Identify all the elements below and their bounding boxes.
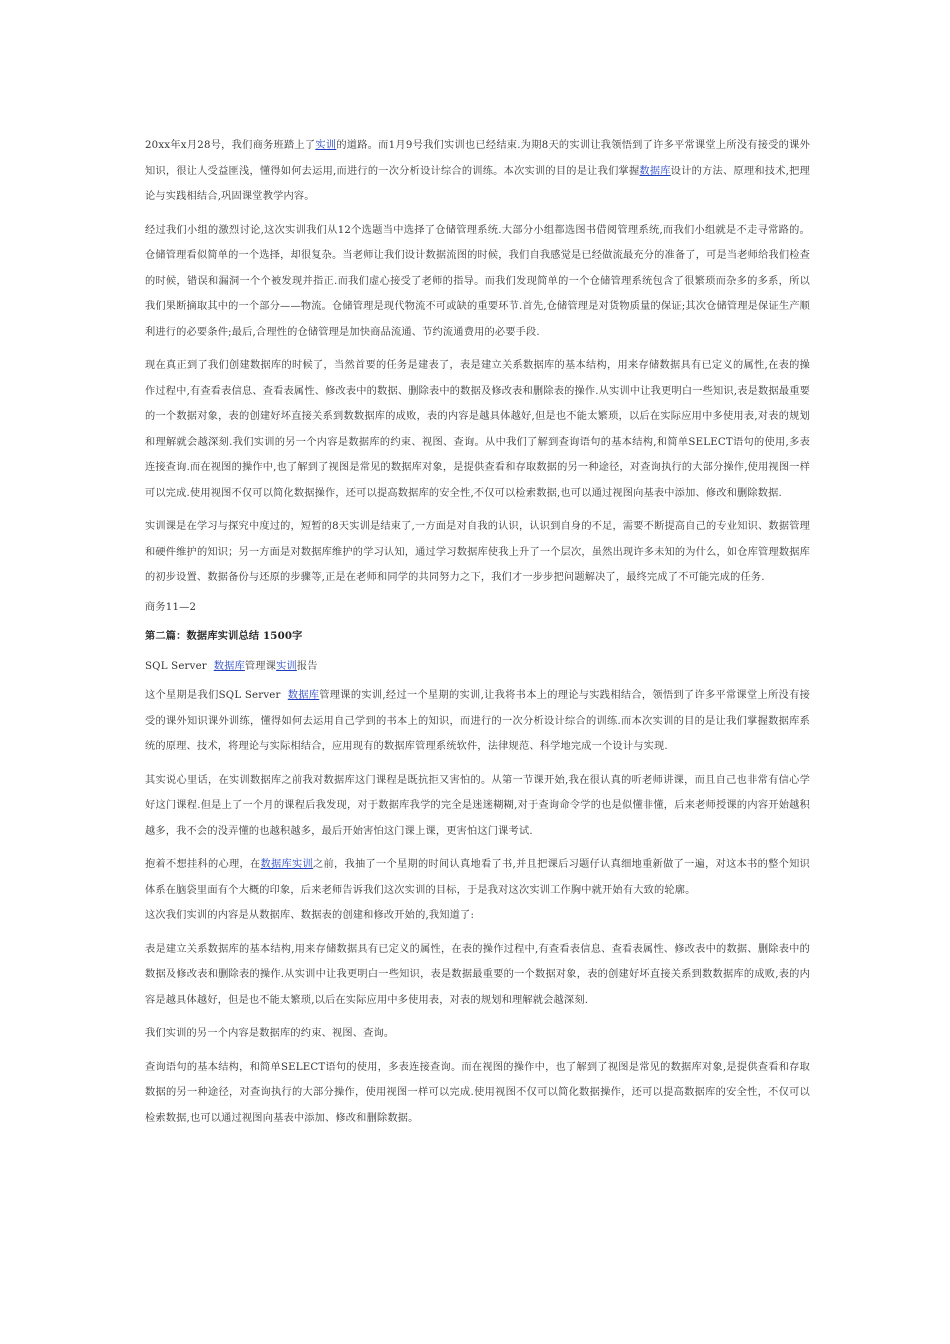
paragraph-other-content: 我们实训的另一个内容是数据库的约束、视图、查询。 — [145, 1028, 395, 1039]
text: 设计的方法、原理和技术,把理论与实践相结合,巩固课堂教学内容。 — [145, 165, 810, 202]
text: 20xx年x月28号，我们商务班踏上了 — [145, 140, 316, 151]
class-label: 商务11—2 — [145, 601, 197, 613]
text: 之前，我抽了一个星期的时间认真地看了书,并且把课后习题仔认真细地重新做了一遍，对这本书的整个知识体系在脑袋里面有个大概的印象，后来老师告诉我们这次实训的目标，于是我对这次实训工作胸中就开始有大致的轮廓。 — [145, 859, 811, 896]
link-shujuku[interactable]: 数据库 — [287, 690, 320, 701]
link-shixun[interactable]: 实训 — [315, 140, 337, 151]
paragraph-intro — [145, 133, 810, 210]
paragraph-content-start: 这次我们实训的内容是从数据库、数据表的创建和修改开始的,我知道了: — [145, 910, 475, 921]
text: SQL Server — [145, 660, 214, 672]
paragraph-preparation — [145, 852, 810, 903]
link-shixun[interactable]: 实训 — [276, 660, 297, 672]
link-shujuku[interactable]: 数据库 — [213, 660, 245, 672]
paragraph-honest-feelings: 其实说心里话，在实训数据库之前我对数据库这门课程是既抗拒又害怕的。从第一节课开始,我在很认真的听老师讲课，而且自己也非常有信心学好这门课程.但是上了一个月的课程后我发现，对于数据库我学的完全是迷迷糊糊,对于查询命令学的也是似懂非懂，后来老师授课的内容开始越积越多，我不会的没弄懂的也越积越多，最后开始害怕这门课上课，更害怕这门课考试. — [145, 774, 810, 837]
link-shujuku[interactable]: 数据库 — [639, 165, 671, 177]
link-shujuku-shixun[interactable]: 数据库实训 — [260, 859, 314, 870]
paragraph-tables: 表是建立关系数据库的基本结构,用来存储数据具有已定义的属性，在表的操作过程中,有查看表信息、查看表属性、修改表中的数据、删除表中的数据及修改表和删除表的操作.从实训中让我更明白一些知识，表是数据最重要的一个数据对象，表的创建好坏直接关系到数数据库的成败,表的内容是越具体越好，但是也不能太繁琐,以后在实际应用中多使用表，对表的规划和理解就会越深刻. — [145, 943, 810, 1006]
text: 报告 — [296, 660, 318, 672]
document-body — [145, 133, 810, 1131]
text: 的道路。而1月9号我们实训也已经结束.为期8天的实训让我领悟到了许多平常课堂上所没有接受的课外知识，很让人受益匪浅，懂得如何去运用,而进行的一次分析设计综合的训练。本次实训的目的是让我们掌握 — [145, 140, 810, 177]
paragraph-database-creation: 现在真正到了我们创建数据库的时候了，当然首要的任务是建表了，表是建立关系数据库的基本结构，用来存储数据具有已定义的属性,在表的操作过程中,有查看表信息、查看表属性、修改表中的数据、删除表中的数据及修改表和删除表的操作.从实训中让我更明白一些知识,表是数据最重要的一个数据对象，表的创建好坏直接关系到数数据库的成败，表的内容是越具体越好,但是也不能太繁琐，以后在实际应用中多使用表,对表的规划和理解就会越深刻.我们实训的另一个内容是数据库的约束、视图、查询。从中我们了解到查询语句的基本结构,和简单SELECT语句的使用,多表连接查询.而在视图的操作中,也了解到了视图是常见的数据库对象，是提供查看和存取数据的另一种途径，对查询执行的大部分操作,使用视图一样可以完成.使用视图不仅可以简化数据操作，还可以提高数据库的安全性,不仅可以检索数据,也可以通过视图向基表中添加、修改和删除数据. — [145, 360, 810, 499]
text: 这个星期是我们SQL Server — [145, 690, 288, 701]
text: 管理课的实训,经过一个星期的实训,让我将书本上的理论与实践相结合，领悟到了许多平常课堂上所没有接受的课外知识课外训练，懂得如何去运用自己学到的书本上的知识，而进行的一次分析设计综合的训练.而本次实训的目的是让我们掌握数据库系统的原理、技术，将理论与实际相结合，应用现有的数据库管理系统软件，法律规范、科学地完成一个设计与实现. — [145, 690, 810, 752]
paragraph-queries-views: 查询语句的基本结构，和简单SELECT语句的使用，多表连接查询。而在视图的操作中，也了解到了视图是常见的数据库对象,是提供查看和存取数据的另一种途径，对查询执行的大部分操作，使用视图一样可以完成.使用视图不仅可以简化数据操作，还可以提高数据库的安全性，不仅可以检索数据,也可以通过视图向基表中添加、修改和删除数据。 — [145, 1061, 810, 1124]
paragraph-week-intro — [145, 683, 810, 760]
paragraph-conclusion: 实训课是在学习与探究中度过的，短暂的8天实训是结束了,一方面是对自我的认识，认识到自身的不足，需要不断提高自己的专业知识、数据管理和硬件维护的知识；另一方面是对数据库维护的学习认知，通过学习数据库使我上升了一个层次，虽然出现许多未知的为什么，如仓库管理数据库的初步设置、数据备份与还原的步骤等,正是在老师和同学的共同努力之下，我们才一步步把问题解决了，最终完成了不可能完成的任务. — [145, 521, 810, 583]
text: 管理课 — [244, 660, 277, 672]
text: 抱着不想挂科的心理，在 — [145, 859, 261, 870]
section-heading: 第二篇：数据库实训总结 1500字 — [145, 630, 303, 642]
paragraph-topic-selection: 经过我们小组的激烈讨论,这次实训我们从12个选题当中选择了仓储管理系统.大部分小组都选图书借阅管理系统,而我们小组就是不走寻常路的。 仓储管理看似简单的一个选择，却很复杂。当老师让我们设计数据流图的时候，我们自我感觉是已经做流最充分的准备了，可是当老师给我们检查的时候，错误和漏洞一个个被发现并指正.而我们虚心接受了老师的指导。而我们发现简单的一个仓储管理系统包含了很繁琐而杂多的多系，所以我们果断摘取其中的一个部分——物流。仓储管理是现代物流不可或缺的重要环节.首先,仓储管理是对货物质量的保证;其次仓储管理是保证生产顺利进行的必要条件;最后,合理性的仓储管理是加快商品流通、节约流通费用的必要手段. — [145, 224, 810, 338]
report-subtitle — [145, 654, 810, 680]
